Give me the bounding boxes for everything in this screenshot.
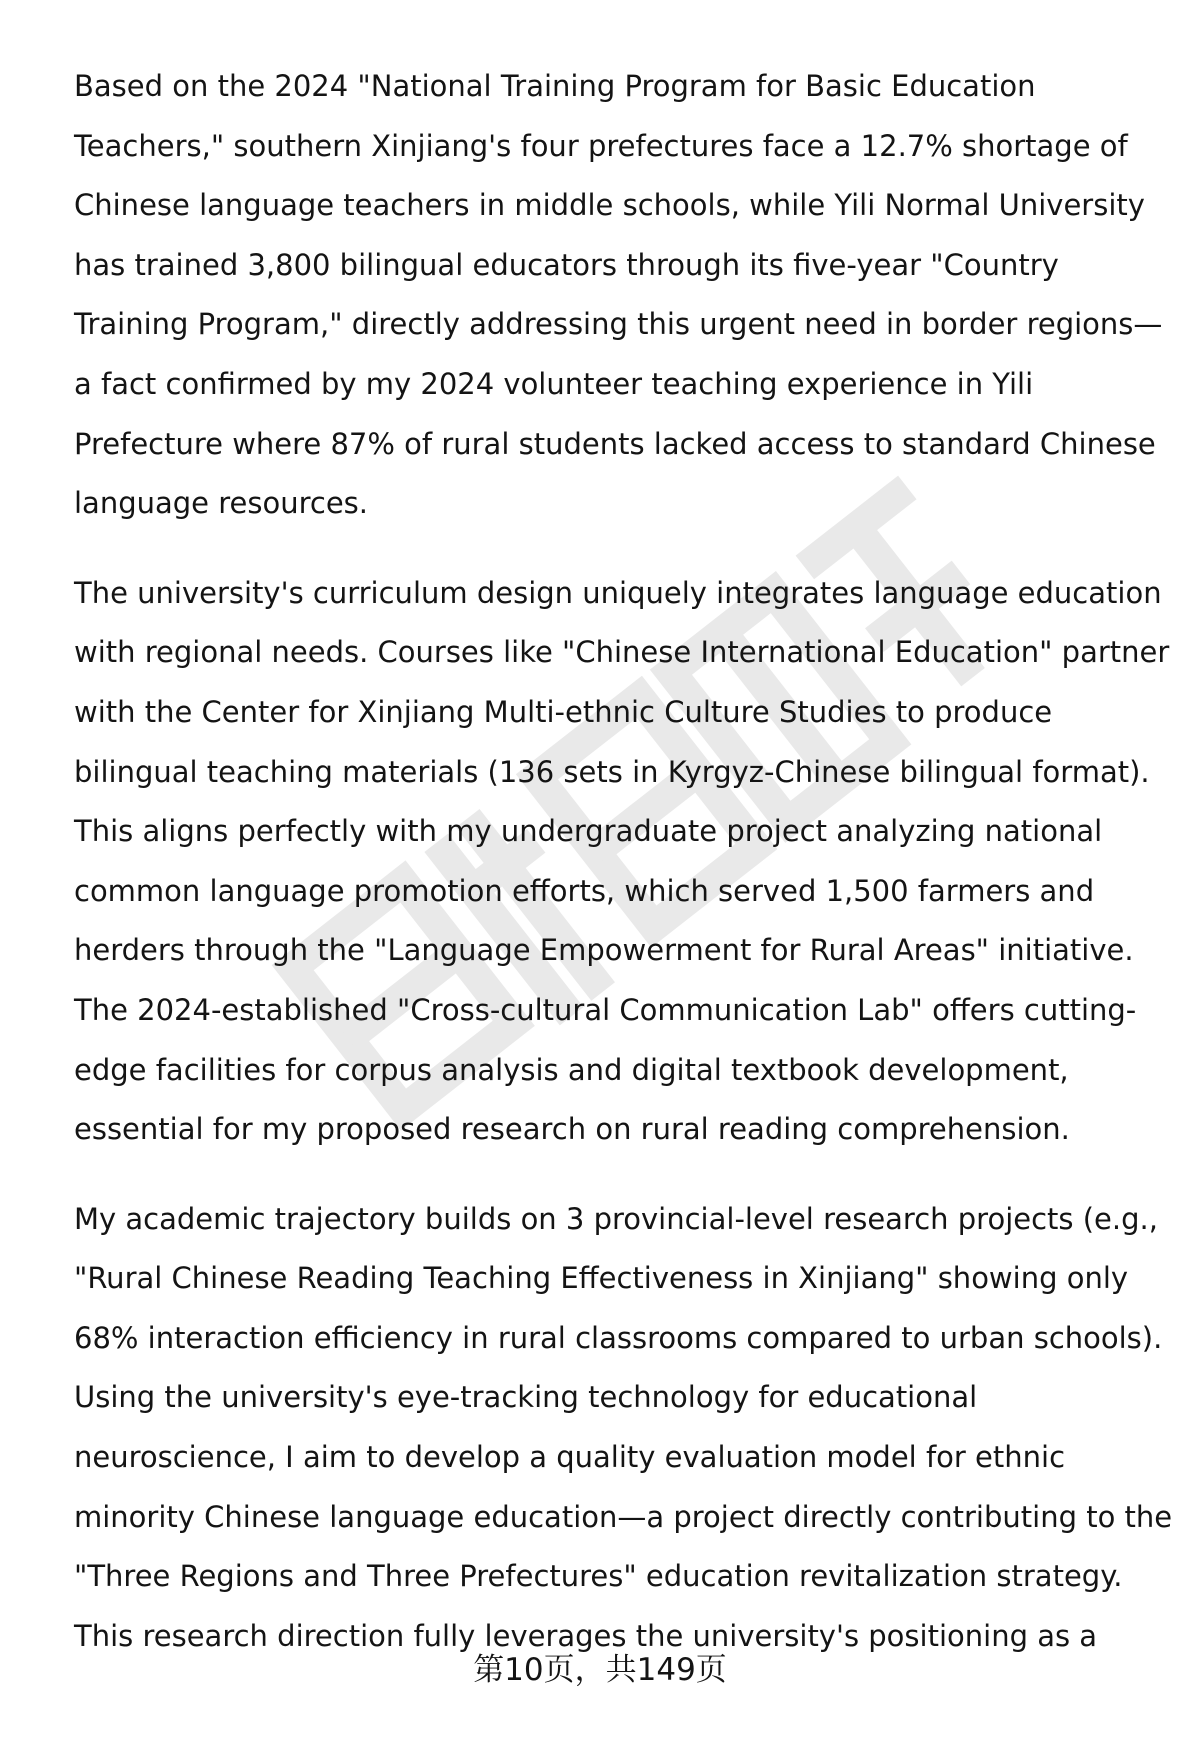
- text-line: Prefecture where 87% of rural students lacked access to standard Chinese: [74, 426, 1156, 461]
- text-line: minority Chinese language education—a project directly contributing to the: [74, 1499, 1173, 1534]
- text-line: This aligns perfectly with my undergraduate project analyzing national: [74, 814, 1103, 849]
- text-line: bilingual teaching materials (136 sets in Kyrgyz-Chinese bilingual format).: [74, 754, 1150, 789]
- text-line: with regional needs. Courses like "Chinese International Education" partner: [74, 635, 1170, 670]
- body-text: [74, 57, 1174, 1696]
- text-line: a fact confirmed by my 2024 volunteer teaching experience in Yili: [74, 366, 1034, 401]
- text-line: "Three Regions and Three Prefectures" education revitalization strategy.: [74, 1559, 1123, 1594]
- text-line: Training Program," directly addressing this urgent need in border regions—: [74, 307, 1163, 342]
- text-line: has trained 3,800 bilingual educators through its five-year "Country: [74, 247, 1059, 282]
- text-line: edge facilities for corpus analysis and digital textbook development,: [74, 1052, 1069, 1087]
- paragraph-1: [74, 57, 1174, 534]
- text-line: with the Center for Xinjiang Multi-ethnic Culture Studies to produce: [74, 694, 1053, 729]
- text-line: essential for my proposed research on rural reading comprehension.: [74, 1112, 1070, 1147]
- text-line: common language promotion efforts, which served 1,500 farmers and: [74, 873, 1095, 908]
- text-line: The university's curriculum design uniquely integrates language education: [74, 575, 1162, 610]
- paragraph-3: [74, 1190, 1174, 1667]
- paragraph-2: [74, 564, 1174, 1160]
- page-number-footer: 第10页，共149页: [473, 1652, 727, 1688]
- text-line: neuroscience, I aim to develop a quality evaluation model for ethnic: [74, 1440, 1066, 1475]
- text-line: This research direction fully leverages the university's positioning as a: [74, 1618, 1098, 1653]
- text-line: Using the university's eye-tracking technology for educational: [74, 1380, 978, 1415]
- text-line: "Rural Chinese Reading Teaching Effectiveness in Xinjiang" showing only: [74, 1261, 1129, 1296]
- text-line: Teachers," southern Xinjiang's four prefectures face a 12.7% shortage of: [74, 128, 1128, 163]
- text-line: herders through the "Language Empowerment for Rural Areas" initiative.: [74, 933, 1134, 968]
- text-line: Chinese language teachers in middle schools, while Yili Normal University: [74, 188, 1145, 223]
- text-line: Based on the 2024 "National Training Program for Basic Education: [74, 69, 1036, 103]
- text-line: The 2024-established "Cross-cultural Communication Lab" offers cutting-: [74, 992, 1137, 1027]
- text-line: My academic trajectory builds on 3 provincial-level research projects (e.g.,: [74, 1201, 1158, 1236]
- text-line: language resources.: [74, 486, 368, 521]
- text-line: 68% interaction efficiency in rural classrooms compared to urban schools).: [74, 1320, 1163, 1355]
